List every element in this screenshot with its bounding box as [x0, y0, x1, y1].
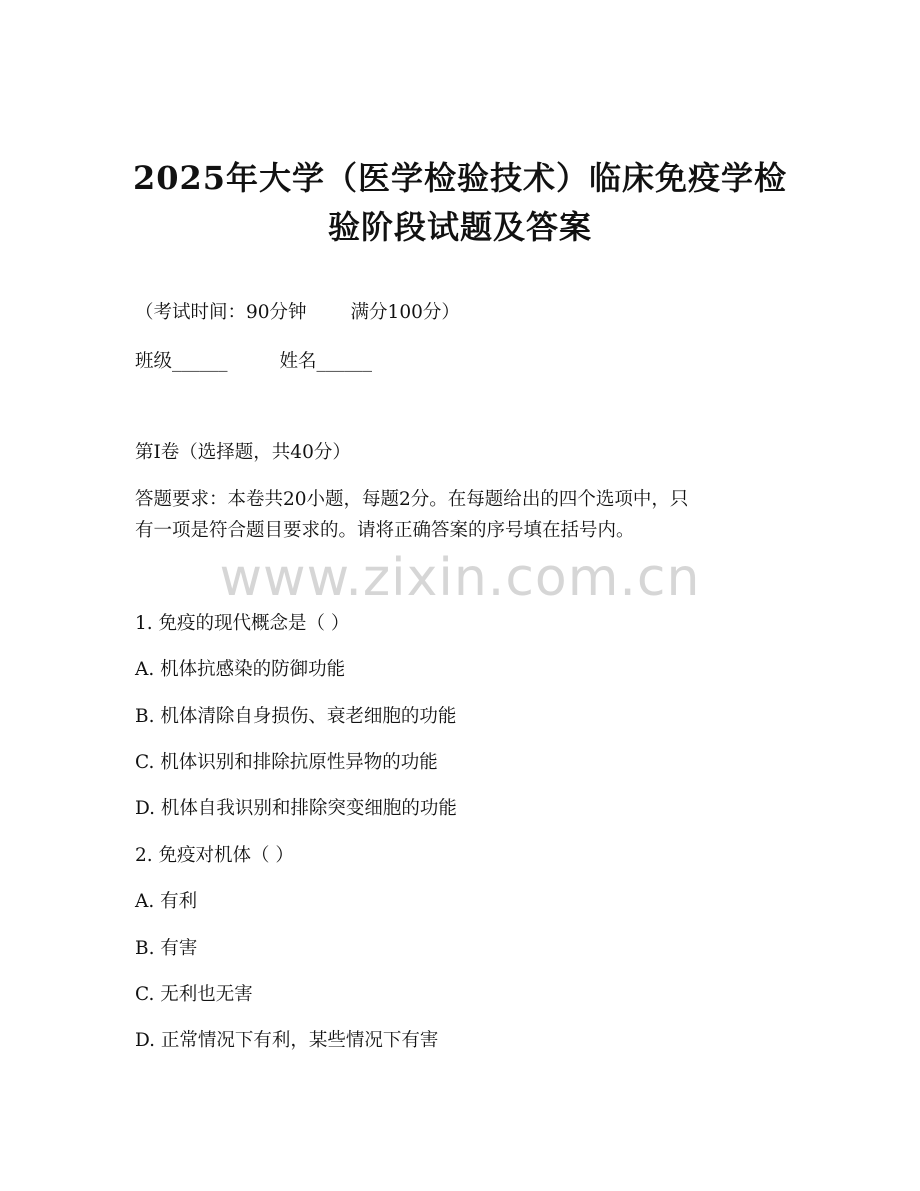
question-option: B. 有害: [135, 938, 198, 959]
instructions-line-2: 有一项是符合题目要求的。请将正确答案的序号填在括号内。: [135, 520, 635, 541]
document-title-line-2: 验阶段试题及答案: [327, 208, 592, 246]
question-option: A. 机体抗感染的防御功能: [135, 659, 346, 680]
document-title-line-1: 2025年大学（医学检验技术）临床免疫学检: [132, 159, 788, 197]
instructions-line-1: 答题要求：本卷共20小题，每题2分。在每题给出的四个选项中，只: [135, 489, 689, 510]
question-stem: 1. 免疫的现代概念是（ ）: [135, 613, 350, 634]
question-option: D. 正常情况下有利，某些情况下有害: [135, 1030, 439, 1051]
question-option: A. 有利: [135, 891, 198, 912]
question-option: C. 机体识别和排除抗原性异物的功能: [135, 752, 438, 773]
watermark: www.zixin.com.cn: [219, 548, 701, 608]
exam-score: 满分100分）: [350, 302, 460, 323]
question-option: C. 无利也无害: [135, 984, 253, 1005]
section-heading: 第I卷（选择题，共40分）: [135, 442, 351, 463]
student-fields: [135, 349, 372, 375]
class-field: 班级______: [135, 351, 228, 372]
question-option: B. 机体清除自身损伤、衰老细胞的功能: [135, 706, 457, 727]
question-option: D. 机体自我识别和排除突变细胞的功能: [135, 798, 457, 819]
question-stem: 2. 免疫对机体（ ）: [135, 845, 294, 866]
exam-time: （考试时间：90分钟: [135, 302, 307, 323]
exam-info: [135, 300, 460, 326]
name-field: 姓名______: [279, 351, 373, 372]
